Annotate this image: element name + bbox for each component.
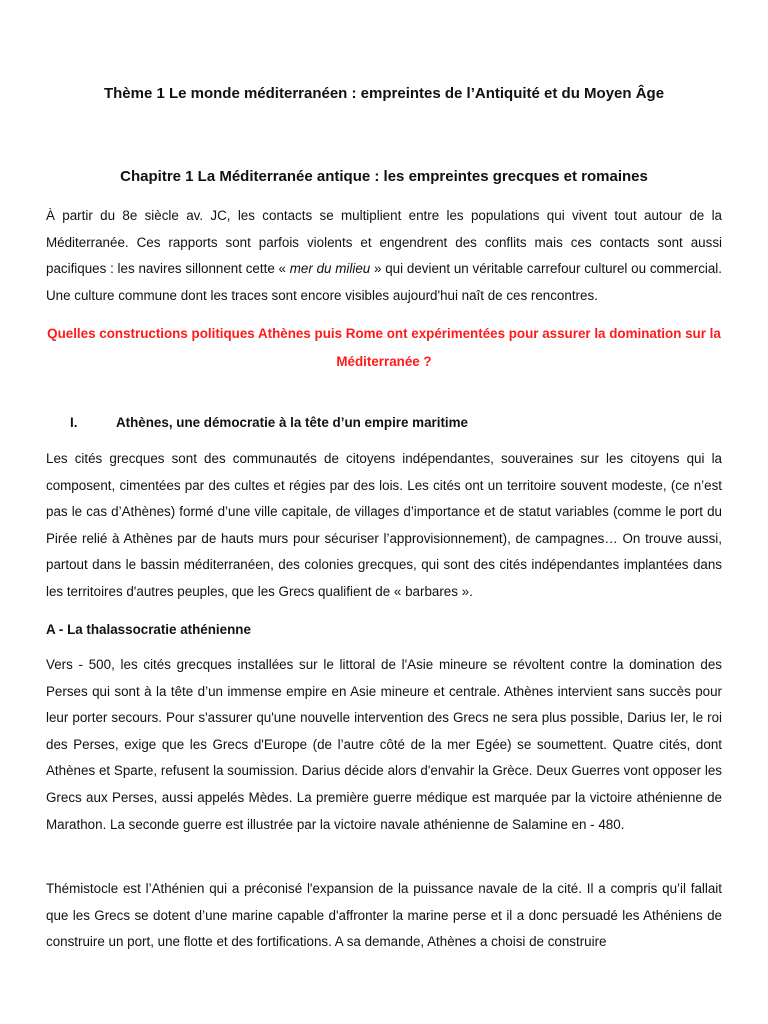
paragraph-cites-grecques: Les cités grecques sont des communautés de citoyens indépendantes, souveraines sur les citoyens qui la composent, cimentées par des cultes et régies par des lois. Les cités ont un territoire souvent modeste, (ce n’est pas le cas d’Athènes) formé d’une ville capitale, de villages d’importance et de statut variables (comme le port du Pirée relié à Athènes par de hauts murs pour sécuriser l’approvisionnement), de campagnes… On trouve aussi, partout dans le bassin méditerranéen, des colonies grecques, qui sont des cités indépendantes implantées dans les territoires d'autres peuples, que les Grecs qualifient de « barbares ». bbox=[46, 451, 722, 599]
section-title: Athènes, une démocratie à la tête d’un empire maritime bbox=[116, 415, 468, 430]
intro-paragraph bbox=[46, 203, 722, 309]
section-number: I. bbox=[70, 415, 78, 430]
subsection-heading-a: A - La thalassocratie athénienne bbox=[46, 622, 251, 637]
section-heading-1 bbox=[70, 412, 468, 434]
chapter-title: Chapitre 1 La Méditerranée antique : les empreintes grecques et romaines bbox=[120, 168, 648, 185]
theme-title: Thème 1 Le monde méditerranéen : empreintes de l’Antiquité et du Moyen Âge bbox=[103, 85, 665, 102]
intro-text-start: À partir du 8e siècle av. JC, les contacts se multiplient entre les populations qui vivent tout autour de la Méditerranée. Ces rapports sont parfois violents et engendrent des conflits mais ces contacts sont aussi pacifiques : les navires sillonnent cette « bbox=[46, 208, 722, 277]
paragraph-themistocle: Thémistocle est l’Athénien qui a préconisé l'expansion de la puissance navale de la cité. Il a compris qu’il fallait que les Grecs se dotent d’une marine capable d'affronter la marine perse et il a donc persuadé les Athéniens de construire un port, une flotte et des fortifications. A sa demande, Athènes a choisi de construire bbox=[46, 881, 722, 950]
intro-italic-term: mer du milieu bbox=[289, 261, 371, 277]
paragraph-thalassocratie: Vers - 500, les cités grecques installées sur le littoral de l'Asie mineure se révoltent contre la domination des Perses qui sont à la tête d’un immense empire en Asie mineure et centrale. Athènes intervient sans succès pour leur porter secours. Pour s'assurer qu'une nouvelle intervention des Grecs ne sera plus possible, Darius Ier, le roi des Perses, exige que les Grecs d'Europe (de l’autre côté de la mer Egée) se soumettent. Quatre cités, dont Athènes et Sparte, refusent la soumission. Darius décide alors d'envahir la Grèce. Deux Guerres vont opposer les Grecs aux Perses, aussi appelés Mèdes. La première guerre médique est marquée par la victoire athénienne de Marathon. La seconde guerre est illustrée par la victoire navale athénienne de Salamine en - 480. bbox=[46, 657, 722, 832]
intro-text-end: » qui devient un véritable carrefour culturel ou commercial. Une culture commune dont les traces sont encore visibles aujourd'hui naît de ces rencontres. bbox=[46, 261, 723, 303]
problem-question: Quelles constructions politiques Athènes puis Rome ont expérimentées pour assurer la domination sur la Méditerranée ? bbox=[47, 326, 721, 369]
